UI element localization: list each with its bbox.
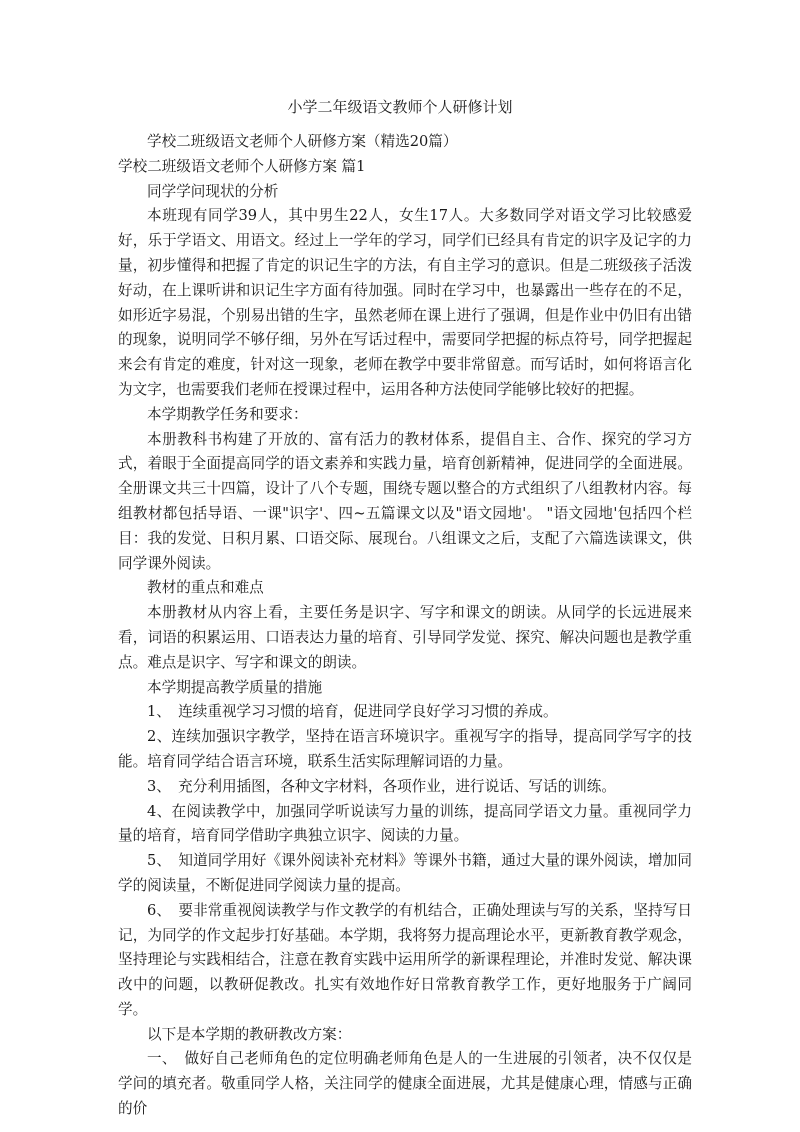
paragraph: 1、 连续重视学习习惯的培育，促进同学良好学习习惯的养成。 [147,703,558,721]
paragraph: 6、 要非常重视阅读教学与作文教学的有机结合，正确处理读与写的关系，坚持写日记，为同学的作文起步打好基础。本学期，我将努力提高理论水平，更新教育教学观念，坚持理论与实践相结合，注意在教育实践中运用所学的新课程理论，并准时发觉、解决课改中的问题，以教研促教改。扎实有效地作好日常教育教学工作，更好地服务于广阔同学。 [118,901,692,1018]
document-body [118,130,692,1122]
paragraph: 5、 知道同学用好《课外阅读补充材料》等课外书籍，通过大量的课外阅读，增加同学的阅读量，不断促进同学阅读力量的提高。 [118,852,692,894]
paragraph: 本学期教学任务和要求： [147,405,308,423]
paragraph: 教材的重点和难点 [147,579,264,597]
paragraph: 以下是本学期的教研教改方案： [147,1025,352,1043]
paragraph: 本班现有同学39人，其中男生22人，女生17人。大多数同学对语文学习比较感爱好，乐于学语文、用语文。经过上一学年的学习，同学们已经具有肯定的识字及记字的力量，初步懂得和把握了肯定的识记生字的方法，有自主学习的意识。但是二班级孩子活泼好动，在上课听讲和识记生字方面有待加强。同时在学习中，也暴露出一些存在的不足，如形近字易混，个别易出错的生字，虽然老师在课上进行了强调，但是作业中仍旧有出错的现象，说明同学不够仔细，另外在写话过程中，需要同学把握的标点符号，同学把握起来会有肯定的难度，针对这一现象，老师在教学中要非常留意。而写话时，如何将语言化为文字，也需要我们老师在授课过程中，运用各种方法使同学能够比较好的把握。 [118,207,692,398]
paragraph: 本学期提高教学质量的措施 [147,678,323,696]
paragraph: 一、 做好自己老师角色的定位明确老师角色是人的一生进展的引领者，决不仅仅是学问的填充者。敬重同学人格，关注同学的健康全面进展，尤其是健康心理，情感与正确的价 [118,1050,692,1118]
paragraph: 同学学问现状的分析 [147,182,279,200]
paragraph: 2、连续加强识字教学，坚持在语言环境识字。重视写字的指导，提高同学写字的技能。培育同学结合语言环境，联系生活实际理解词语的力量。 [118,728,692,770]
paragraph: 4、在阅读教学中，加强同学听说读写力量的训练，提高同学语文力量。重视同学力量的培育，培育同学借助字典独立识字、阅读的力量。 [118,802,692,845]
document-title: 小学二年级语文教师个人研修计划 [287,98,513,116]
paragraph: 本册教科书构建了开放的、富有活力的教材体系，提倡自主、合作、探究的学习方式，着眼于全面提高同学的语文素养和实践力量，培育创新精神，促进同学的全面进展。全册课文共三十四篇，设计了八个专题，围绕专题以整合的方式组织了八组教材内容。每组教材都包括导语、一课"识字'、四~五篇课文以及"语文园地'。 "语文园地'包括四个栏目：我的发觉、日积月累、口语交际、展现台。八组课文之后，支配了六篇选读课文，供同学课外阅读。 [118,430,692,572]
paragraph: 学校二班级语文老师个人研修方案 篇1 [118,157,366,175]
paragraph: 本册教材从内容上看，主要任务是识字、写字和课文的朗读。从同学的长远进展来看，词语的积累运用、口语表达力量的培育、引导同学发觉、探究、解决问题也是教学重点。难点是识字、写字和课文的朗读。 [118,604,692,671]
paragraph: 3、 充分利用插图，各种文字材料，各项作业，进行说话、写话的训练。 [147,777,616,795]
paragraph: 学校二班级语文老师个人研修方案（精选20篇） [147,133,458,150]
